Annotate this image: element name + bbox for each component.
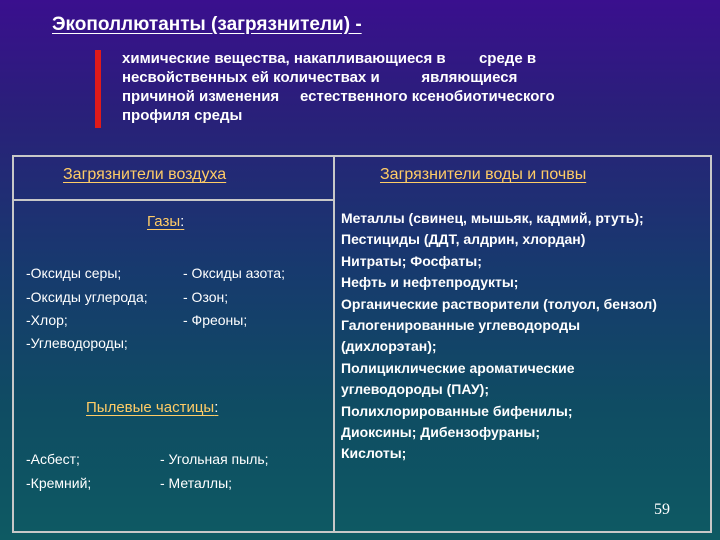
- definition-line: химические вещества, накапливающиеся в среде в: [122, 50, 537, 67]
- gas-item: -Оксиды серы;: [26, 265, 122, 281]
- dust-item: -Асбест;: [26, 451, 80, 467]
- gas-item: - Озон;: [183, 289, 229, 305]
- gas-item: - Фреоны;: [183, 312, 248, 328]
- dust-item: -Кремний;: [26, 475, 92, 491]
- gas-item: - Оксиды азота;: [183, 265, 285, 281]
- dust-title: Пылевые частицы: [86, 399, 215, 416]
- gas-item: -Оксиды углерода;: [26, 289, 148, 305]
- list-item: (дихлорэтан);: [341, 338, 437, 355]
- water-soil-pollutants-header: Загрязнители воды и почвы: [380, 166, 587, 183]
- definition-line: причиной изменения естественного ксенобиотического: [122, 88, 555, 105]
- dust-colon: :: [214, 399, 219, 416]
- list-item: Полихлорированные бифенилы;: [341, 402, 573, 419]
- gas-item: -Углеводороды;: [26, 335, 128, 351]
- air-pollutants-header: Загрязнители воздуха: [63, 166, 227, 183]
- gases-colon: :: [180, 213, 185, 230]
- water-soil-list: [341, 208, 706, 465]
- list-item: Диоксины; Дибензофураны;: [341, 424, 541, 441]
- definition-text: [122, 49, 682, 125]
- list-item: Кислоты;: [341, 445, 407, 462]
- definition-line: профиля среды: [122, 107, 243, 124]
- table-divider-horizontal: [14, 199, 333, 201]
- dust-item: - Металлы;: [160, 475, 233, 491]
- gas-item: -Хлор;: [26, 312, 68, 328]
- gases-subheader: [147, 213, 184, 230]
- list-item: Органические растворители (толуол, бензол): [341, 295, 657, 312]
- list-item: Пестициды (ДДТ, алдрин, хлордан): [341, 231, 586, 248]
- list-item: Нефть и нефтепродукты;: [341, 274, 519, 291]
- list-item: Нитраты; Фосфаты;: [341, 252, 482, 269]
- list-item: Галогенированные углеводороды: [341, 317, 581, 334]
- definition-line: несвойственных ей количествах и являющиеся: [122, 69, 518, 86]
- dust-subheader: [86, 399, 218, 416]
- table-divider-vertical: [333, 157, 335, 531]
- pollutants-table: [12, 155, 712, 533]
- accent-bar: [95, 50, 101, 128]
- slide-title: Экополлютанты (загрязнители) -: [52, 14, 362, 35]
- page-number: 59: [654, 501, 670, 518]
- gases-title: Газы: [147, 213, 181, 230]
- list-item: Металлы (свинец, мышьяк, кадмий, ртуть);: [341, 210, 644, 226]
- list-item: углеводороды (ПАУ);: [341, 381, 489, 398]
- dust-item: - Угольная пыль;: [160, 451, 269, 467]
- list-item: Полициклические ароматические: [341, 359, 575, 376]
